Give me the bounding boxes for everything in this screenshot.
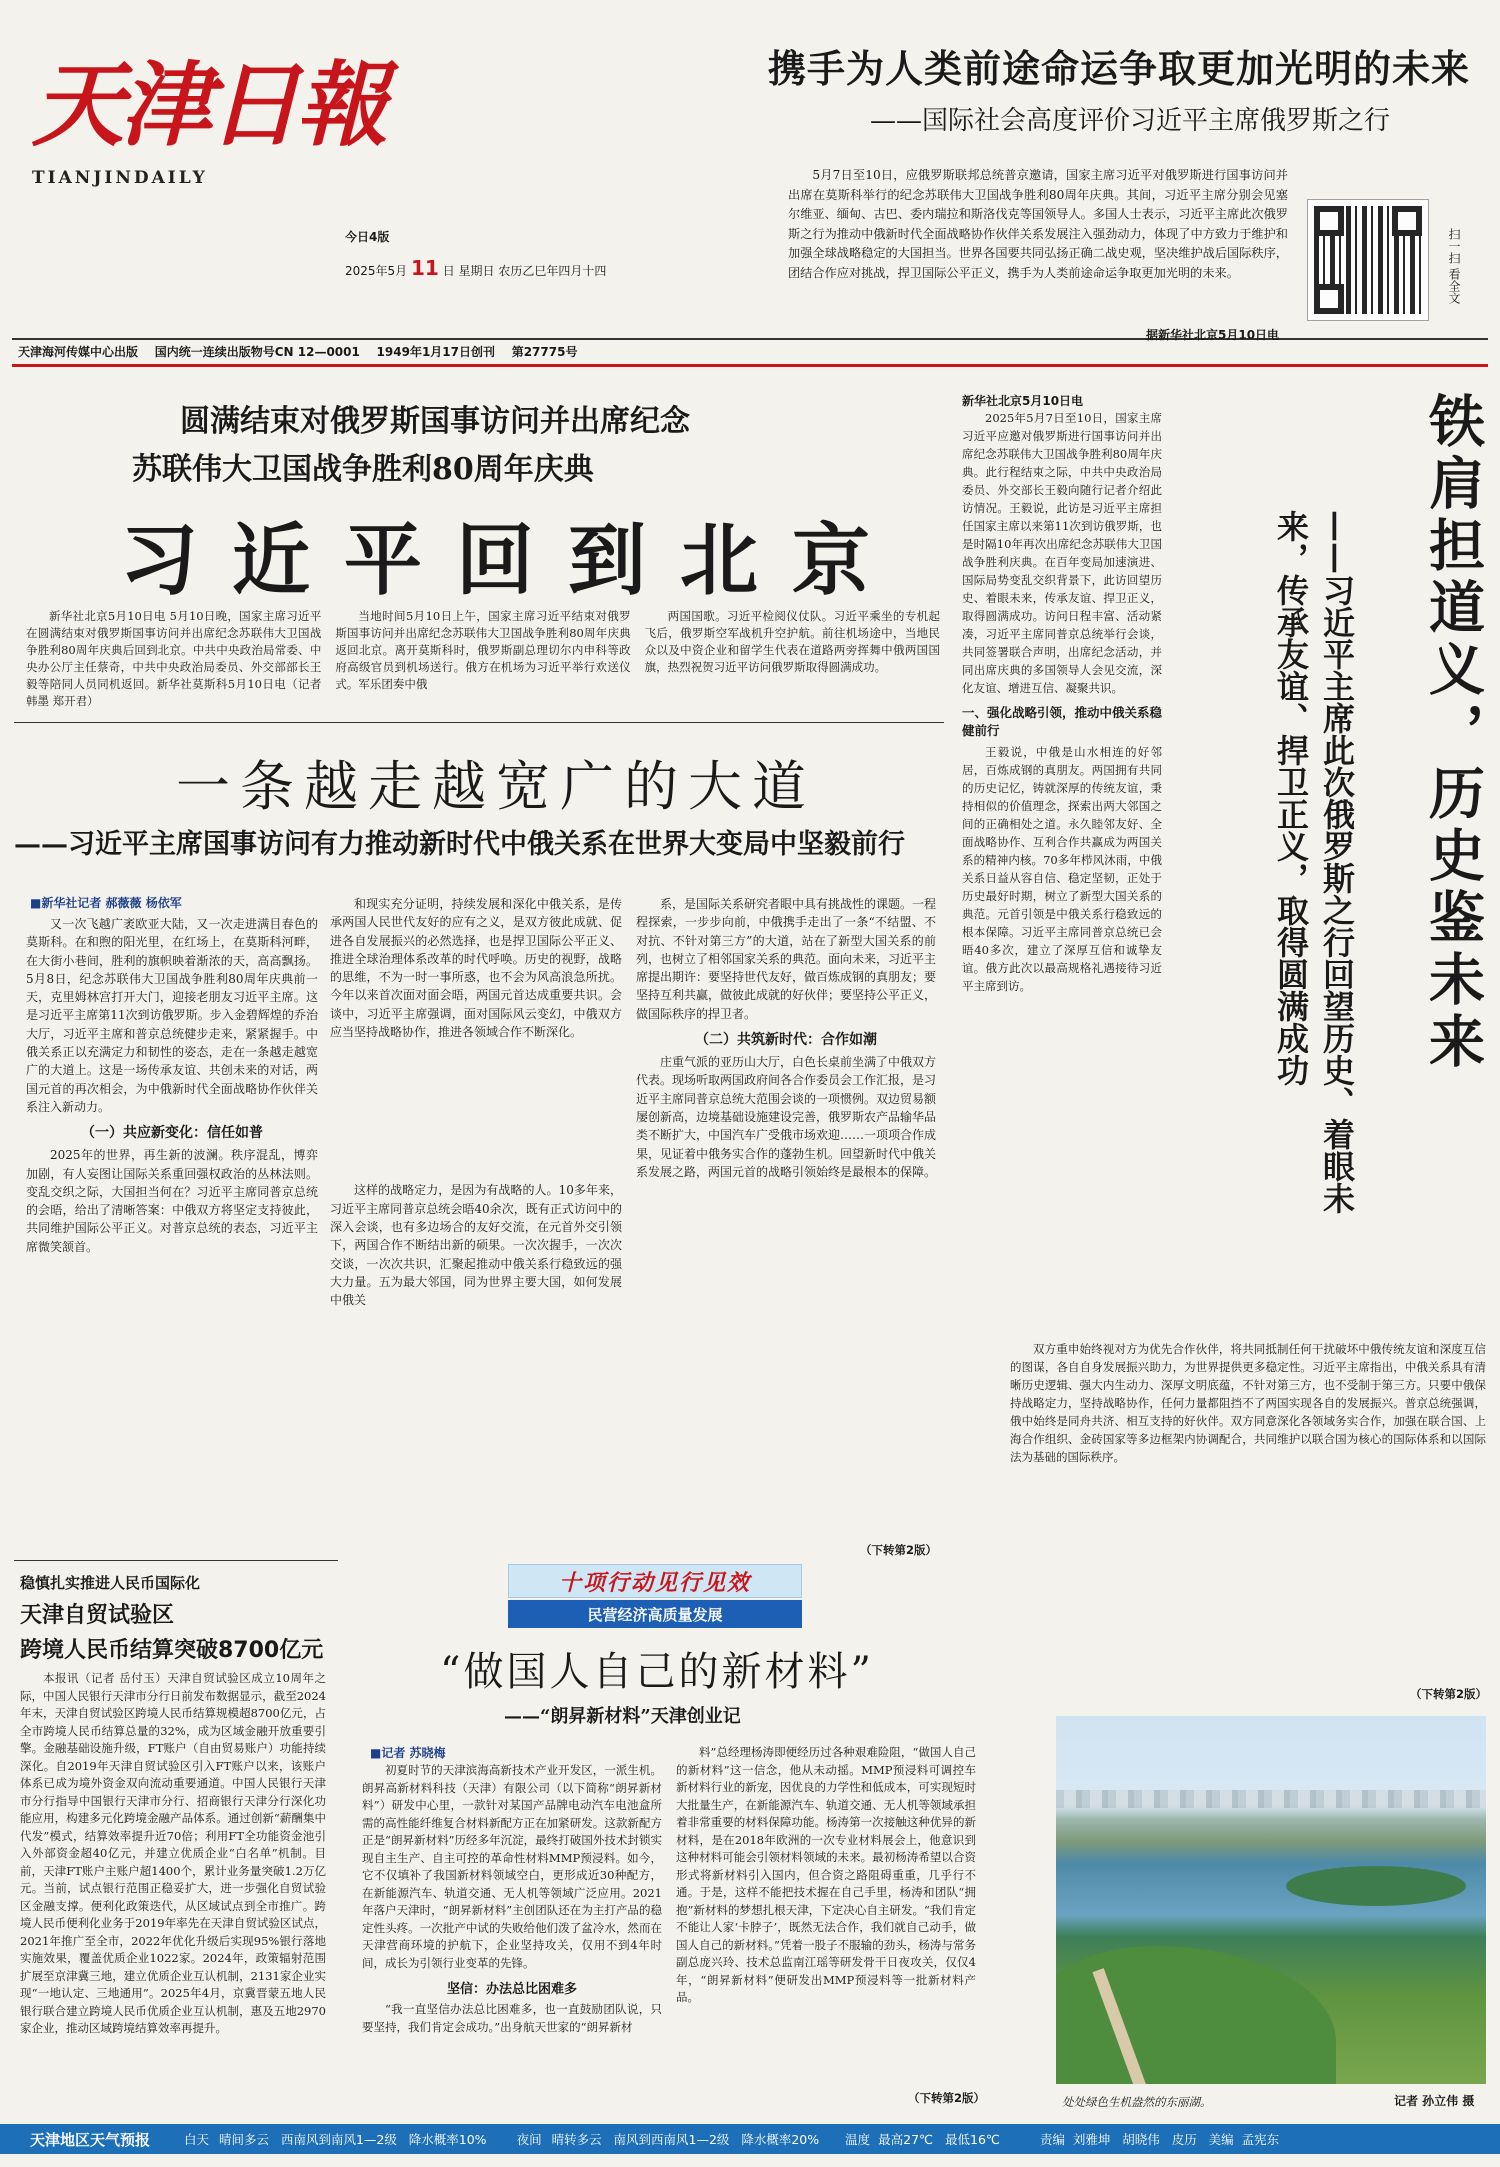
masthead-logo bbox=[32, 30, 385, 210]
lead-columns bbox=[26, 608, 940, 720]
lead-kicker-2: 苏联伟大卫国战争胜利80周年庆典 bbox=[132, 452, 594, 487]
campaign-subtitle: ——“朗昇新材料”天津创业记 bbox=[504, 1706, 741, 1727]
campaign-headline[interactable]: “做国人自己的新材料” bbox=[440, 1649, 874, 1695]
weather-temp-label: 温度 bbox=[845, 2132, 871, 2147]
qr-label: 扫一扫 看全文 bbox=[1447, 228, 1461, 304]
weather-night: 晴转多云 南风到西南风1—2级 降水概率20% bbox=[551, 2132, 820, 2147]
lead-headline[interactable]: 习近平回到北京 bbox=[120, 516, 905, 606]
lead-kicker-1: 圆满结束对俄罗斯国事访问并出席纪念 bbox=[180, 404, 690, 439]
lead-col-2: 当地时间5月10日上午，国家主席习近平结束对俄罗斯国事访问并出席纪念苏联伟大卫国战争胜利80周年庆典返回北京。离开莫斯科时，俄罗斯副总理切尔内申科等政府高级官员到机场送行。俄方在机场为习近平举行欢送仪式。军乐团奏中俄 bbox=[335, 609, 631, 691]
photo-shore bbox=[1056, 1946, 1336, 2084]
side-news-kicker: 稳慎扎实推进人民币国际化 bbox=[20, 1574, 201, 1592]
campaign-byline: ■记者 苏晓梅 bbox=[370, 1746, 446, 1760]
side-news-rule bbox=[14, 1560, 338, 1561]
feature-col-1: 又一次飞越广袤欧亚大陆，又一次走进满目春色的莫斯科。在和煦的阳光里，在红场上，在莫斯科河畔，在大街小巷间，胜利的旗帜映着渐浓的天，高高飘扬。5月8日，纪念苏联伟大卫国战争胜利80周年庆典前一天，克里姆林宫打开大门，迎接老朋友习近平主席。这是习近平主席第11次到访俄罗斯。步入金碧辉煌的乔治大厅，习近平主席和普京总统健步走来，紧紧握手。中俄关系正以充满定力和韧性的姿态，走在一条越走越宽广的大道上。这是一场传承友谊、共创未来的对话，两国元首的再次相会，为中俄新时代全面战略协作伙伴关系注入新动力。 （一）共应新变化：信任如普 2025年的世界，再生新的波澜。秩序混乱，博弈加剧，有人妄图让国际关系重回强权政治的丛林法则。变乱交织之际，大国担当何在？习近平主席同普京总统的会晤，给出了清晰答案：中俄双方将坚定支持彼此，共同维护国际公平正义。对普京总统的表态，习近平主席微笑颔首。 bbox=[26, 917, 318, 1254]
feature-subtitle: ——习近平主席国事访问有力推动新时代中俄关系在世界大变局中坚毅前行 bbox=[14, 829, 905, 860]
campaign-banner bbox=[508, 1564, 802, 1598]
logo-latin: TIANJINDAILY bbox=[32, 168, 208, 188]
top-story-title[interactable]: 携手为人类前途命运争取更加光明的未来 bbox=[768, 46, 1471, 91]
campaign-col1-head: 坚信：办法总比困难多 bbox=[446, 1982, 577, 1997]
weather-day: 晴间多云 西南风到南风1—2级 降水概率10% bbox=[219, 2132, 487, 2147]
lead-col-3: 两国国歌。习近平检阅仪仗队。习近平乘坐的专机起飞后，俄罗斯空军战机升空护航。前往机场途中，当地民众以及中资企业和留学生代表在道路两旁挥舞中俄两国国旗，热烈祝贺习近平访问俄罗斯取得圆满成功。 bbox=[644, 609, 940, 674]
publisher-line: 天津海河传媒中心出版 国内统一连续出版物号CN 12—0001 1949年1月17日创刊 第27775号 bbox=[18, 345, 578, 359]
editorial-dateline: 新华社北京5月10日电 bbox=[962, 394, 1084, 408]
side-news-body: 本报讯（记者 岳付玉）天津自贸试验区成立10周年之际，中国人民银行天津市分行日前发布数据显示，截至2024年末，天津自贸试验区跨境人民币结算规模超8700亿元，占全市跨境人民币结算总量的32%，成为区域金融开放重要引擎。金融基础设施升级，FT账户（自由贸易账户）功能持续深化。自2019年天津自贸试验区引入FT账户以来，该账户体系已成为境外资金双向流动重要通道。中国人民银行天津市分行指导中国银行天津市分行、招商银行天津分行深化功能应用，构建多元化跨境金融产品体系。通过创新“薪酬集中代发”模式，结算效率提升近70倍；利用FT全功能资金池引入外部资金超40亿元，并建立优质企业“白名单”机制。目前，天津FT账户主账户超1400个，累计业务量突破1.2万亿元。当前，试点银行范围正稳妥扩大，进一步强化自贸试验区金融支撑。便利化政策迭代，从区域试点到全市推广。跨境人民币便利化业务于2019年率先在天津自贸试验区试点，2021年推广至全市，2022年优化升级后实现95%银行落地实施效果，覆盖优质企业1022家。2024年，政策辐射范围扩展至京津冀三地，建立优质企业互认机制，2131家企业实现“一地认定、三地通用”。2025年4月，京冀晋蒙五地人民银行联合建立跨境人民币优质企业互认机制，惠及五地2970家企业，推动区域跨境结算效率再提升。 bbox=[20, 1671, 326, 2035]
editorial-body-2: 王毅说，中俄是山水相连的好邻居，百炼成钢的真朋友。两国拥有共同的历史记忆，铸就深厚的传统友谊，秉持相似的价值理念，探索出两大邻国之间的正确相处之道。永久睦邻友好、全面战略协作、互利合作共赢成为两国关系的精神内核。70多年栉风沐雨，中俄关系日益从容自信、稳定坚韧，正处于历史最好时期，树立了新型大国关系的典范。元首引领是中俄关系行稳致远的根本保障。习近平主席同普京总统已会晤40多次，建立了深厚互信和诚挚友谊。俄方此次以最高规格礼遇接待习近平主席到访。 bbox=[962, 745, 1162, 993]
lake-photo[interactable] bbox=[1056, 1716, 1486, 2084]
campaign-col-1: 初夏时节的天津滨海高新技术产业开发区，一派生机。朗昇高新材料科技（天津）有限公司（以下简称“朗昇新材料”）研发中心里，一款针对某国产品牌电动汽车电池盒所需的高性能纤维复合材料新配方正在加紧研发。这款新配方正是“朗昇新材料”历经多年沉淀，最终打破国外技术封锁实现自主生产、自主可控的革命性材料MMP预浸料。如今，它不仅填补了我国新材料领域空白，更形成近30种配方，在新能源汽车、轨道交通、无人机等领域广泛应用。2021年落户天津时，“朗昇新材料”主创团队还在为主打产品的稳定性头疼。一次批产中试的失败给他们泼了盆冷水，然而在天津营商环境的护航下，企业坚持攻关，仅用不到4年时间，成长为引领行业变革的先锋。 坚信：办法总比困难多 “我一直坚信办法总比困难多，也一直鼓励团队说，只要坚持，我们肯定会成功。”出身航天世家的“朗昇新材 bbox=[362, 1763, 662, 2034]
editorial-text-column bbox=[962, 392, 1162, 1352]
weather-night-label: 夜间 bbox=[516, 2132, 542, 2147]
lead-col-1: 新华社北京5月10日电 5月10日晚，国家主席习近平在圆满结束对俄罗斯国事访问并出席纪念苏联伟大卫国战争胜利80周年庆典后回到北京。中共中央政治局常委、中央办公厅主任蔡奇，中共中央政治局委员、外交部部长王毅等陪同人员同机返回。新华社莫斯科5月10日电（记者 韩墨 郑开君） bbox=[26, 609, 322, 708]
weather-bar bbox=[0, 2124, 1500, 2154]
side-news-headline-1[interactable]: 天津自贸试验区 bbox=[20, 1603, 175, 1628]
feature-col-2: 和现实充分证明，持续发展和深化中俄关系，是传承两国人民世代友好的应有之义，是双方彼此成就、促进各自发展振兴的必然选择，也是捍卫国际公平正义、推进全球治理体系改革的时代呼唤。历史的视野，战略的思维，不为一时一事所惑，也不会为风高浪急所扰。今年以来首次面对面会晤，两国元首达成重要共识。会谈中，习近平主席强调，面对国际风云变幻，中俄双方应当坚持战略协作，推进各领域合作不断深化。 这样的战略定力，是因为有战略的人。10多年来，习近平主席同普京总统会晤40余次，既有正式访问中的深入会谈，也有多边场合的友好交流，在元首外交引领下，两国合作不断结出新的硕果。一次次握手，一次次交谈，一次次共识，汇聚起推动中俄关系行稳致远的强大力量。五为最大邻国，同为世界主要大国，如何发展中俄关 bbox=[330, 897, 622, 1308]
photo-caption: 处处绿色生机盎然的东丽湖。 bbox=[1062, 2095, 1212, 2109]
side-news-headline-2[interactable]: 跨境人民币结算突破8700亿元 bbox=[20, 1638, 324, 1663]
weather-editors: 责编 刘雅坤 胡晓伟 皮历 美编 孟宪东 bbox=[1039, 2132, 1280, 2147]
weather-day-label: 白天 bbox=[184, 2132, 210, 2147]
feature-headline[interactable]: 一条越走越宽广的大道 bbox=[176, 755, 816, 818]
photo-skyline bbox=[1056, 1790, 1486, 1808]
editorial-section-head: 一、强化战略引领，推动中俄关系稳健前行 bbox=[962, 705, 1162, 738]
weather-label: 天津地区天气预报 bbox=[30, 2130, 151, 2149]
photo-island bbox=[1286, 1866, 1466, 1906]
date-day: 11 bbox=[411, 256, 439, 280]
campaign-banner-sub: 民营经济高质量发展 bbox=[508, 1600, 802, 1628]
feature-byline: ■新华社记者 郝薇薇 杨依军 bbox=[30, 896, 182, 910]
editorial-continued[interactable]: （下转第2版） bbox=[1410, 1687, 1488, 1701]
campaign-col-2: 料”总经理杨涛即便经历过各种艰难险阻，“做国人自己的新材料”这一信念，他从未动摇。MMP预浸料可调控车新材料行业的新宠，因优良的力学性和低成本，可实现短时大批量生产，在新能源汽车、轨道交通、无人机等领域承担着非常重要的材料保障功能。杨涛第一次接触这种优异的新材料，是在2018年欧洲的一次专业材料展会上，他意识到这种材料可能会引领材料领域的未来。最初杨涛希望以合资形式将新材料引入国内，但合资之路阻碍重重，几乎行不通。于是，这样不能把技术握在自己手里，杨涛和团队“拥抱”新材料的梦想扎根天津，下定决心自主研发。“我们肯定不能让人家‘卡脖子’，既然无法合作，我们就自己动手，做国人自己的新材料。”凭着一股子不服输的劲头，杨涛与常务副总庞兴玲、技术总监南江瑶等研发骨干日夜攻关，仅仅4年，“朗昇新材料”便研发出MMP预浸料等一批新材料产品。 bbox=[676, 1745, 976, 2004]
logo-chars: 天津日報 bbox=[32, 51, 385, 159]
date-suffix: 日 星期日 农历乙巳年四月十四 bbox=[442, 264, 607, 278]
editorial-headline[interactable]: 铁肩担道义，历史鉴未来 bbox=[1420, 392, 1486, 1074]
feature-top-rule bbox=[14, 722, 944, 723]
masthead-rule-bottom bbox=[12, 364, 1488, 367]
campaign-continued[interactable]: （下转第2版） bbox=[908, 2091, 986, 2105]
editorial-body-wide: 双方重申始终视对方为优先合作伙伴，将共同抵制任何干扰破坏中俄传统友谊和深度互信的图谋，各自自身发展振兴助力，为世界提供更多稳定性。习近平主席指出，中俄关系具有清晰历史逻辑、强大内生动力、深厚文明底蕴，不针对第三方，也不受制于第三方。只要中俄保持战略定力，坚持战略协作，任何力量都阻挡不了两国实现各自的发展振兴。普京总统强调，俄中始终是同舟共济、相互支持的好伙伴。双方同意深化各领域务实合作，加强在联合国、上海合作组织、金砖国家等多边框架内协调配合，共同维护以联合国为核心的国际体系和以国际法为基础的国际秩序。 bbox=[1010, 1342, 1486, 1464]
page-count: 今日4版 bbox=[345, 230, 390, 244]
date-prefix: 2025年5月 bbox=[345, 264, 408, 278]
feature-col-3: 系，是国际关系研究者眼中具有挑战性的课题。一程程探索，一步步向前，中俄携手走出了一条“不结盟、不对抗、不针对第三方”的大道，站在了新型大国关系的前列，也树立了相邻国家关系的典范。面向未来，习近平主席提出期许：要坚持世代友好，做百炼成钢的真朋友；要坚持互利共赢，做彼此成就的好伙伴；要坚持公平正义，做国际秩序的捍卫者。 （二）共筑新时代：合作如潮 庄重气派的亚历山大厅，白色长桌前坐满了中俄双方代表。现场听取两国政府间各合作委员会工作汇报，是习近平主席同普京总统大范围会谈的一项惯例。双边贸易额屡创新高，边境基础设施建设完善，俄罗斯农产品输华品类不断扩大，中国汽车广受俄市场欢迎……一项项合作成果，见证着中俄务实合作的蓬勃生机。回望新时代中俄关系发展之路，两国元首的战略引领始终是最根本的保障。 bbox=[636, 897, 936, 1179]
editorial-subtitle: ——习近平主席此次俄罗斯之行回望历史、着眼未来，传承友谊、捍卫正义，取得圆满成功 bbox=[1272, 510, 1356, 1214]
weather-temp: 最高27℃ 最低16℃ bbox=[878, 2132, 1000, 2147]
editorial-body: 2025年5月7日至10日，国家主席习近平应邀对俄罗斯进行国事访问并出席纪念苏联伟大卫国战争胜利80周年庆典。此行程结束之际，中共中央政治局委员、外交部长王毅向随行记者介绍此访情况。王毅说，此访是习近平主席担任国家主席以来第11次到访俄罗斯，也是时隔10年再次出席纪念苏联伟大卫国战争胜利庆典。在百年变局加速演进、国际局势变乱交织背景下，此访回望历史、着眼未来，传承友谊、捍卫正义，取得圆满成功。访问日程丰富、活动紧凑，习近平主席同普京总统举行会谈，共同签署联合声明，出席纪念活动，并同出席庆典的多国领导人会见交流，深化友谊、增进互信、凝聚共识。 bbox=[962, 411, 1162, 695]
photo-credit: 记者 孙立伟 摄 bbox=[1394, 2094, 1475, 2108]
feature-col3-head: （二）共筑新时代：合作如潮 bbox=[695, 1032, 877, 1049]
top-story-body: 5月7日至10日，应俄罗斯联邦总统普京邀请，国家主席习近平对俄罗斯进行国事访问并出席在莫斯科举行的纪念苏联伟大卫国战争胜利80周年庆典。其间，习近平主席分别会见塞尔维亚、缅甸、古巴、委内瑞拉和斯洛伐克等国领导人。多国人士表示，习近平主席此次俄罗斯之行为推动中俄新时代全面战略协作伙伴关系发展注入强劲动力，体现了中方致力于维护和加强全球战略稳定的大国担当。世界各国要共同弘扬正确二战史观，坚决维护战后国际秩序，团结合作应对挑战，捍卫国际公平正义，携手为人类前途命运争取更加光明的未来。 bbox=[788, 168, 1288, 280]
top-story-dateline: 据新华社北京5月10日电 bbox=[1146, 328, 1280, 342]
top-story-subtitle: ——国际社会高度评价习近平主席俄罗斯之行 bbox=[870, 106, 1391, 136]
feature-continued[interactable]: （下转第2版） bbox=[860, 1543, 938, 1557]
campaign-banner-text: 十项行动见行见效 bbox=[558, 1569, 751, 1596]
qr-code[interactable] bbox=[1308, 200, 1428, 320]
feature-col1-head: （一）共应新变化：信任如普 bbox=[81, 1125, 263, 1142]
